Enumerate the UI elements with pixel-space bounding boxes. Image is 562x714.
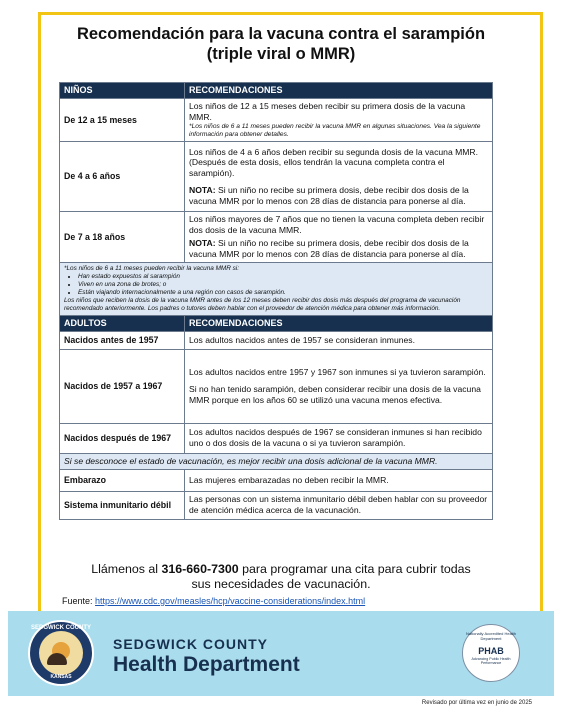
note-text	[189, 238, 488, 259]
call-line-2: sus necesidades de vacunación.	[191, 577, 371, 591]
table-row	[60, 469, 493, 491]
recommendation-text: Las personas con un sistema inmunitario débil deben hablar con su proveedor de atención médica acerca de la vacunación.	[185, 491, 493, 519]
seal-bottom-text: KANSAS	[50, 674, 72, 680]
recommendation-text: Los niños de 12 a 15 meses deben recibir su primera dosis de la vacuna MMR.	[189, 101, 466, 122]
special-group-label: Sistema inmunitario débil	[60, 491, 185, 519]
age-group-label: De 12 a 15 meses	[60, 99, 185, 142]
infant-note	[60, 262, 493, 315]
call-to-action	[0, 562, 562, 592]
recommendation-cell	[185, 212, 493, 262]
phone-number[interactable]: 316-660-7300	[161, 562, 239, 576]
list-item: • Han estado expuestos al sarampión	[78, 273, 488, 281]
children-header: NIÑOS	[60, 83, 185, 99]
table-row	[60, 212, 493, 262]
birth-group-label: Nacidos antes de 1957	[60, 331, 185, 349]
badge-bottom-text: Advancing Public Health Performance	[471, 657, 511, 666]
table-row	[60, 491, 493, 519]
infant-note-list	[78, 273, 488, 297]
county-seal-logo	[28, 620, 94, 686]
recommendation-cell	[185, 349, 493, 423]
special-group-label: Embarazo	[60, 469, 185, 491]
adults-header: ADULTOS	[60, 315, 185, 331]
unknown-status-row	[60, 453, 493, 469]
org-name-line-1: SEDGWICK COUNTY	[113, 636, 268, 652]
list-item: • Están viajando internacionalmente a una región con casos de sarampión.	[78, 289, 488, 297]
children-header-row	[60, 83, 493, 99]
org-name-line-2: Health Department	[113, 653, 300, 676]
recommendation-text: Los niños mayores de 7 años que no tienen la vacuna completa deben recibir dos dosis de la vacuna MMR.	[189, 214, 485, 235]
page-title	[0, 24, 562, 64]
seal-top-text: SEDGWICK COUNTY	[31, 625, 91, 631]
birth-group-label: Nacidos de 1957 a 1967	[60, 349, 185, 423]
recommendation-table	[59, 82, 493, 520]
recommendation-text: Los adultos nacidos después de 1967 se consideran inmunes si han recibido uno o dos dosis de la vacuna o si ya tuvieron sarampión.	[185, 423, 493, 453]
table-row	[60, 349, 493, 423]
recommendation-text: Los niños de 4 a 6 años deben recibir su segunda dosis de la vacuna MMR. (Después de esta dosis, ellos tendrán la vacuna completa contra el sarampión).	[189, 146, 479, 178]
note-body: Si un niño no recibe su primera dosis, debe recibir dos dosis de la vacuna MMR por lo menos con 28 días de distancia para ponerse al día.	[189, 238, 469, 259]
badge-top-text: Nationally Accredited Health Department	[465, 631, 517, 641]
children-rec-header: RECOMENDACIONES	[185, 83, 493, 99]
recommendation-text: Si no han tenido sarampión, deben considerar recibir una dosis de la vacuna MMR porque en los años 60 se utilizó una vacuna menos efectiva.	[189, 384, 481, 405]
note-body: Si un niño no recibe su primera dosis, debe recibir dos dosis de la vacuna MMR por lo menos con 28 días de distancia para ponerse al día.	[189, 185, 469, 207]
table-row	[60, 423, 493, 453]
source-label: Fuente:	[62, 596, 96, 606]
table-row	[60, 331, 493, 349]
table-row	[60, 142, 493, 212]
phab-accreditation-badge	[462, 624, 520, 682]
infant-note-closing: Los niños que reciben la dosis de la vacuna MMR antes de los 12 meses deben recibir dos dosis más después del programa de vacunación recomendado anteriormente. Los padres o tutores deben hablar con el proveedor de atención médica para obtener más información.	[64, 296, 461, 312]
age-group-label: De 7 a 18 años	[60, 212, 185, 262]
title-line-1: Recomendación para la vacuna contra el sarampión	[76, 25, 486, 43]
table-row	[60, 99, 493, 142]
badge-mark: PHAB	[478, 646, 504, 656]
unknown-status-text: Si se desconoce el estado de vacunación, es mejor recibir una dosis adicional de la vacuna MMR.	[60, 453, 493, 469]
note-text	[189, 185, 488, 206]
recommendation-text: Los adultos nacidos antes de 1957 se consideran inmunes.	[185, 331, 493, 349]
note-label: NOTA:	[189, 238, 216, 249]
list-item: • Viven en una zona de brotes; o	[78, 281, 488, 289]
source-line	[62, 596, 365, 606]
recommendation-text: Los adultos nacidos entre 1957 y 1967 son inmunes si ya tuvieron sarampión.	[189, 366, 486, 377]
infant-note-intro: *Los niños de 6 a 11 meses pueden recibir la vacuna MMR si:	[64, 264, 240, 272]
birth-group-label: Nacidos después de 1967	[60, 423, 185, 453]
recommendation-cell	[185, 142, 493, 212]
footnote-text: *Los niños de 6 a 11 meses pueden recibir la vacuna MMR en algunas situaciones. Vea la siguiente información para obtener detalles.	[189, 123, 481, 139]
age-group-label: De 4 a 6 años	[60, 142, 185, 212]
adults-rec-header: RECOMENDACIONES	[185, 315, 493, 331]
source-link[interactable]: https://www.cdc.gov/measles/hcp/vaccine-considerations/index.html	[95, 596, 366, 606]
recommendation-text: Las mujeres embarazadas no deben recibir la MMR.	[185, 469, 493, 491]
revision-date: Revisado por última vez en junio de 2025	[421, 700, 532, 706]
recommendation-cell	[185, 99, 493, 142]
adults-header-row	[60, 315, 493, 331]
infant-note-row	[60, 262, 493, 315]
note-label: NOTA:	[189, 185, 216, 196]
title-line-2: (triple viral o MMR)	[206, 45, 356, 63]
call-line-1: Llámenos al 316-660-7300 para programar una cita para cubrir todas	[91, 562, 471, 576]
